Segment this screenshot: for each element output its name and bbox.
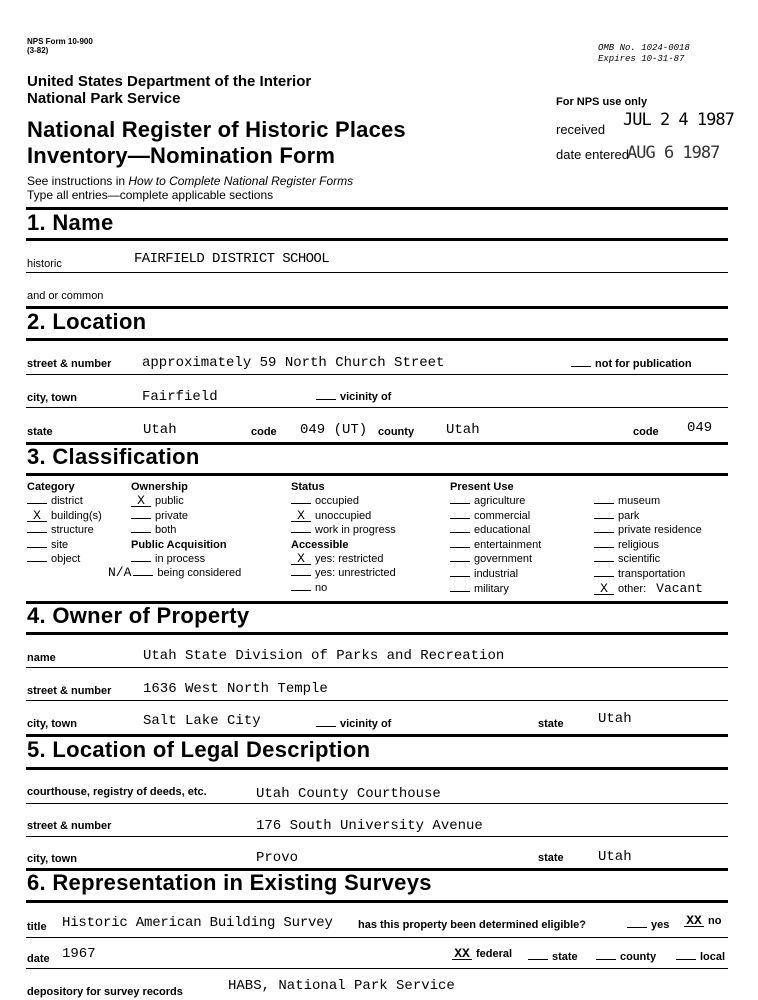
eligible-no-mark: XX <box>684 915 704 927</box>
checkbox-mark <box>450 532 470 533</box>
checkbox-mark <box>291 503 311 504</box>
checkbox-row[interactable] <box>450 523 541 538</box>
survey-date-label: date <box>27 953 50 965</box>
form-number: NPS Form 10-900 <box>27 37 93 46</box>
vicinity-of[interactable] <box>316 391 391 403</box>
acquisition-prefix: N/A <box>108 565 132 581</box>
survey-local-label: local <box>700 951 726 963</box>
service-name: National Park Service <box>27 90 181 107</box>
checkbox-mark: X <box>27 510 47 522</box>
checkbox-label: private residence <box>618 524 702 537</box>
checkbox-mark <box>291 532 311 533</box>
present-use-column <box>450 480 541 596</box>
survey-date-value[interactable]: 1967 <box>62 946 96 962</box>
checkbox-mark <box>450 591 470 592</box>
eligible-yes[interactable] <box>627 919 669 931</box>
checkbox-row[interactable] <box>291 552 396 567</box>
checkbox-row[interactable] <box>450 552 541 567</box>
state-value[interactable]: Utah <box>143 422 177 438</box>
legal-state-value[interactable]: Utah <box>598 849 632 865</box>
checkbox-mark: X <box>131 495 151 507</box>
checkbox-mark <box>131 518 151 519</box>
checkbox-mark <box>450 576 470 577</box>
checkbox-mark <box>291 575 311 576</box>
nps-use-label: For NPS use only <box>556 96 648 108</box>
section-rule <box>26 900 728 903</box>
checkbox-row[interactable] <box>291 509 396 524</box>
county-code-value[interactable]: 049 <box>687 420 713 436</box>
department-name: United States Department of the Interior <box>27 73 312 90</box>
checkbox-mark <box>594 518 614 519</box>
checkbox-row[interactable] <box>594 523 703 538</box>
street-value[interactable]: approximately 59 North Church Street <box>142 355 445 371</box>
checkbox-label: site <box>51 538 69 551</box>
checkbox-mark <box>594 547 614 548</box>
section-2-heading: 2. Location <box>27 309 147 334</box>
form-revision: (3-82) <box>27 46 49 55</box>
county-label: county <box>378 426 415 438</box>
survey-federal-label: federal <box>476 948 513 960</box>
field-rule <box>26 407 728 408</box>
checkbox-mark: X <box>291 510 311 522</box>
survey-federal-mark: XX <box>452 948 472 960</box>
checkbox-row[interactable] <box>450 509 541 524</box>
not-for-publication[interactable] <box>571 358 692 370</box>
city-label: city, town <box>27 392 77 404</box>
form-title-line1: National Register of Historic Places <box>27 117 406 142</box>
ownership-column <box>108 480 241 581</box>
checkbox-label: commercial <box>474 509 531 522</box>
checkbox-mark <box>27 561 47 562</box>
checkbox-mark <box>131 532 151 533</box>
legal-city-value[interactable]: Provo <box>256 850 299 866</box>
checkbox-row[interactable] <box>450 582 541 597</box>
checkbox-row[interactable] <box>291 581 396 596</box>
section-3-heading: 3. Classification <box>27 444 200 469</box>
legal-city-label: city, town <box>27 853 77 865</box>
omb-expires: Expires 10-31-87 <box>598 54 685 64</box>
category-title: Category <box>27 481 75 493</box>
checkbox-label: industrial <box>474 567 519 580</box>
checkbox-label: object <box>51 553 81 566</box>
instructions-line1 <box>27 174 353 188</box>
section-rule <box>26 473 728 476</box>
checkbox-mark: X <box>291 553 311 565</box>
survey-title-label: title <box>27 921 47 933</box>
status-title: Status <box>291 481 325 493</box>
survey-local[interactable] <box>676 951 725 963</box>
instructions-line2: Type all entries—complete applicable sections <box>27 188 274 202</box>
checkbox-row[interactable] <box>108 552 241 567</box>
legal-street-value[interactable]: 176 South University Avenue <box>256 818 483 834</box>
checkbox-label: no <box>315 581 328 594</box>
eligible-no[interactable] <box>684 915 721 927</box>
owner-name-label: name <box>27 652 56 664</box>
checkbox-row[interactable] <box>108 566 241 581</box>
checkbox-row[interactable] <box>594 494 703 509</box>
checkbox-mark <box>450 561 470 562</box>
received-stamp: JUL 2 4 1987 <box>623 110 734 130</box>
owner-state-label: state <box>538 718 564 730</box>
checkbox-mark <box>450 547 470 548</box>
county-value[interactable]: Utah <box>446 422 480 438</box>
checkbox-row[interactable] <box>27 509 102 524</box>
field-rule <box>26 700 728 701</box>
depository-value[interactable]: HABS, National Park Service <box>228 978 455 994</box>
checkbox-label: unoccupied <box>315 509 372 522</box>
field-rule <box>26 374 728 375</box>
checkbox-mark <box>27 547 47 548</box>
checkbox-row[interactable] <box>594 509 703 524</box>
section-1-heading: 1. Name <box>27 210 114 235</box>
checkbox-row[interactable] <box>594 538 703 553</box>
checkbox-row[interactable] <box>27 552 102 567</box>
owner-city-label: city, town <box>27 718 77 730</box>
checkbox-label: entertainment <box>474 538 542 551</box>
checkbox-row[interactable] <box>131 494 241 509</box>
checkbox-label: district <box>51 495 83 507</box>
other-use-value[interactable]: Vacant <box>656 580 703 596</box>
survey-county[interactable] <box>596 951 656 963</box>
present-use-column-2 <box>594 494 703 596</box>
checkbox-mark <box>594 532 614 533</box>
section-rule <box>26 207 728 210</box>
omb-number: OMB No. 1024-0018 <box>598 43 690 53</box>
checkbox-label: both <box>155 524 177 537</box>
checkbox-label: occupied <box>315 495 360 507</box>
survey-state-label: state <box>552 951 578 963</box>
checkbox-label: government <box>474 553 533 566</box>
checkbox-row[interactable] <box>27 538 102 553</box>
field-rule <box>26 836 728 837</box>
checkbox-row[interactable] <box>450 538 541 553</box>
county-code-label: code <box>633 426 659 438</box>
checkbox-label: other: <box>618 582 647 595</box>
field-rule <box>26 937 728 938</box>
acquisition-title: Public Acquisition <box>131 538 227 551</box>
owner-city-value[interactable]: Salt Lake City <box>143 713 261 729</box>
accessible-title: Accessible <box>291 538 349 551</box>
checkbox-row[interactable] <box>27 523 102 538</box>
checkbox-mark <box>27 503 47 504</box>
checkbox-mark: X <box>594 583 614 595</box>
historic-value[interactable]: FAIRFIELD DISTRICT SCHOOL <box>134 251 330 267</box>
courthouse-value[interactable]: Utah County Courthouse <box>256 786 441 802</box>
checkbox-row[interactable] <box>594 567 703 582</box>
instructions-prefix: See instructions in <box>27 174 129 188</box>
instructions-italic: How to Complete National Register Forms <box>128 174 354 188</box>
code-value[interactable]: 049 (UT) <box>300 422 368 438</box>
checkbox-mark <box>594 576 614 577</box>
received-label: received <box>556 122 606 137</box>
common-name-label: and or common <box>27 290 104 302</box>
courthouse-label: courthouse, registry of deeds, etc. <box>27 786 207 798</box>
field-rule <box>26 667 728 668</box>
field-rule <box>26 272 728 273</box>
checkbox-label: park <box>618 509 640 522</box>
checkbox-label: building(s) <box>51 509 102 522</box>
owner-vicinity[interactable] <box>316 718 391 730</box>
checkbox-mark <box>594 503 614 504</box>
owner-street-value[interactable]: 1636 West North Temple <box>143 681 328 697</box>
checkbox-row[interactable] <box>291 523 396 538</box>
field-rule <box>26 968 728 969</box>
owner-name-value[interactable]: Utah State Division of Parks and Recreation <box>143 648 505 664</box>
code-label: code <box>251 426 277 438</box>
checkbox-row[interactable] <box>291 494 396 509</box>
checkbox-label: structure <box>51 524 94 537</box>
checkbox-label: transportation <box>618 567 686 580</box>
vicinity-label: vicinity of <box>340 391 392 403</box>
not-for-publication-label: not for publication <box>595 358 692 370</box>
checkbox-mark <box>133 575 153 576</box>
checkbox-label: being considered <box>157 567 242 580</box>
checkbox-mark <box>27 532 47 533</box>
checkbox-mark <box>450 503 470 504</box>
checkbox-label: private <box>155 509 189 522</box>
eligible-yes-label: yes <box>651 919 670 931</box>
present-use-title: Present Use <box>450 481 514 493</box>
checkbox-label: work in progress <box>315 524 396 537</box>
section-rule <box>26 338 728 341</box>
section-rule <box>26 767 728 770</box>
ownership-title: Ownership <box>131 481 188 493</box>
status-column <box>291 480 396 596</box>
checkbox-mark <box>131 561 151 562</box>
checkbox-label: yes: restricted <box>315 552 384 565</box>
section-rule <box>26 632 728 635</box>
eligible-no-label: no <box>708 915 722 927</box>
checkbox-label: museum <box>618 495 661 507</box>
checkbox-label: agriculture <box>474 495 526 507</box>
section-6-heading: 6. Representation in Existing Surveys <box>27 870 432 895</box>
eligible-question: has this property been determined eligible? <box>358 919 586 931</box>
checkbox-label: public <box>155 495 184 507</box>
checkbox-row[interactable] <box>131 523 241 538</box>
date-entered-label: date entered <box>556 147 630 162</box>
legal-state-label: state <box>538 852 564 864</box>
checkbox-label: educational <box>474 524 531 537</box>
checkbox-label: military <box>474 582 509 595</box>
checkbox-row[interactable] <box>450 567 541 582</box>
checkbox-label: in process <box>155 552 206 565</box>
survey-title-value[interactable]: Historic American Building Survey <box>62 915 333 931</box>
checkbox-row[interactable] <box>594 582 703 597</box>
city-value[interactable]: Fairfield <box>142 389 218 405</box>
survey-federal[interactable] <box>452 948 512 960</box>
checkbox-mark <box>450 518 470 519</box>
owner-state-value[interactable]: Utah <box>598 711 632 727</box>
survey-county-label: county <box>620 951 657 963</box>
section-rule <box>26 238 728 241</box>
category-column <box>27 480 102 567</box>
checkbox-mark <box>594 561 614 562</box>
section-4-heading: 4. Owner of Property <box>27 603 250 628</box>
date-entered-stamp: AUG 6 1987 <box>627 143 720 163</box>
survey-state[interactable] <box>528 951 578 963</box>
checkbox-label: religious <box>618 538 659 551</box>
form-title-line2: Inventory—Nomination Form <box>27 143 336 168</box>
checkbox-row[interactable] <box>131 509 241 524</box>
legal-street-label: street & number <box>27 820 112 832</box>
checkbox-row[interactable] <box>27 494 102 509</box>
street-label: street & number <box>27 358 112 370</box>
depository-label: depository for survey records <box>27 986 183 998</box>
checkbox-label: yes: unrestricted <box>315 567 396 580</box>
checkbox-row[interactable] <box>291 566 396 581</box>
historic-label: historic <box>27 258 62 270</box>
owner-vicinity-label: vicinity of <box>340 718 392 730</box>
checkbox-row[interactable] <box>594 552 703 567</box>
checkbox-row[interactable] <box>450 494 541 509</box>
state-label: state <box>27 426 53 438</box>
checkbox-label: scientific <box>618 553 661 566</box>
field-rule <box>26 803 728 804</box>
owner-street-label: street & number <box>27 685 112 697</box>
checkbox-mark <box>291 590 311 591</box>
section-5-heading: 5. Location of Legal Description <box>27 737 371 762</box>
